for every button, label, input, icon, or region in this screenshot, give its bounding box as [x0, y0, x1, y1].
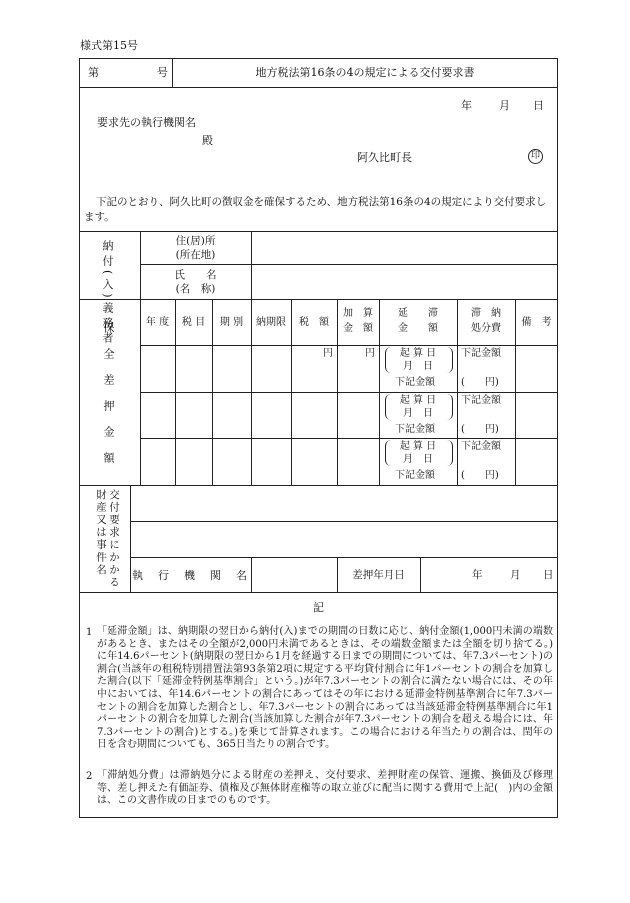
col-due-date: 納期限: [256, 317, 286, 328]
col-period: 期 別: [219, 317, 244, 328]
amount-side-label: 保全差押金額: [102, 322, 115, 478]
col-year: 年 度: [145, 317, 170, 328]
col-remarks: 備 考: [521, 317, 552, 328]
header-go: 号: [157, 66, 168, 79]
col-fee-2: 処分費: [471, 323, 501, 334]
property-side-label: 交付要求にかかる財産又は事件名: [95, 489, 120, 589]
calc-month-day: 月 日: [403, 361, 433, 372]
calc-amount-note: 下記金額: [395, 377, 435, 388]
fee-yen-paren: ( 円): [461, 470, 499, 481]
form-number: 様式第15号: [80, 39, 138, 52]
calc-start-label: 起 算 日: [399, 348, 437, 359]
fee-amount-note: 下記金額: [461, 441, 501, 452]
name-label: 氏 名: [174, 269, 217, 281]
header-dai: 第: [88, 66, 99, 79]
note-1-text: 「延滞金額」は、納期限の翌日から納付(入)までの期間の日数に応じ、納付金額(1,000円未満の端数があるとき、またはその全額が2,000円未満であるときは、その端数金額または全額を切り捨てる。)に年14.6パーセント(納期限の翌日から1月を経過する日までの期間については、年7.3パーセント)の割合(当該年の租税特別措置法第93条第2項に規定する平均貸付割合に年1パーセントの割合を加算した割合(以下「延滞金特例基準割合」という。)が年7.3パーセントの割合に満たない場合には、その年中においては、年14.6パーセントの割合にあってはその年における延滞金特例基準割合に年7.3パーセントの割合を加算した割合とし、年7.3パーセントの割合にあっては当該延滞金特例基準割合に年1パーセントの割合を加算した割合(当該加算した割合が年7.3パーセントの割合を超える場合には、年7.3パーセントの割合)とする。)を乗じて計算されます。この場合における年当たりの割合は、閏年の日を含む期間についても、365日当たりの割合です。: [97, 626, 553, 751]
col-additional-1: 加 算: [343, 308, 373, 319]
fee-yen-paren: ( 円): [461, 424, 499, 435]
taxpayer-side-label: 納付(入)義務者: [101, 240, 114, 347]
agency-label: 執 行 機 関 名: [132, 569, 249, 582]
calc-month-day: 月 日: [403, 408, 433, 419]
date-month: 月: [499, 99, 510, 112]
name-input[interactable]: [252, 265, 557, 298]
unit-yen-tax: 円: [323, 348, 333, 359]
property-input-2[interactable]: [131, 522, 557, 556]
col-fee-1: 滞 納: [471, 308, 501, 319]
calc-start-label: 起 算 日: [399, 441, 437, 452]
property-input-1[interactable]: [131, 486, 557, 520]
col-tax-amount: 税 額: [299, 317, 329, 328]
col-tax-item: 税 目: [181, 317, 206, 328]
sender-name: 阿久比町長: [357, 151, 412, 164]
seizure-month: 月: [510, 569, 521, 581]
intro-paragraph: 下記のとおり、阿久比町の徴収金を確保するため、地方税法第16条の4の規定により交付要求します。: [84, 196, 547, 223]
seizure-day: 日: [543, 569, 554, 581]
seizure-date-label: 差押年月日: [352, 569, 405, 581]
date-year: 年: [461, 99, 472, 112]
col-additional-2: 金 額: [343, 323, 373, 334]
calc-amount-note: 下記金額: [395, 424, 435, 435]
document-title: 地方税法第16条の4の規定による交付要求書: [255, 66, 475, 79]
note-1-number: 1: [86, 627, 93, 638]
note-2-text: 「滞納処分費」は滞納処分による財産の差押え、交付要求、差押財産の保管、運搬、換価及び修理等、差し押えた有価証券、債権及び無体財産権等の取立並びに配当に関する費用で上記( )内の金額は、この文書作成の日までのものです。: [97, 770, 553, 807]
calc-start-label: 起 算 日: [399, 395, 437, 406]
notes-heading: 記: [313, 601, 324, 614]
address-label: 住(居)所: [175, 235, 216, 247]
col-delinquency-1: 延 滞: [398, 308, 438, 319]
fee-yen-paren: ( 円): [461, 377, 499, 388]
addressee-label: 要求先の執行機関名: [97, 116, 196, 129]
note-2-number: 2: [86, 771, 93, 782]
calc-month-day: 月 日: [403, 454, 433, 465]
name-sub: (名 称): [175, 283, 216, 295]
seizure-year: 年: [472, 569, 483, 581]
unit-yen-add: 円: [365, 348, 375, 359]
date-day: 日: [533, 99, 544, 112]
col-delinquency-2: 金 額: [398, 323, 438, 334]
fee-amount-note: 下記金額: [461, 348, 501, 359]
fee-amount-note: 下記金額: [461, 395, 501, 406]
addressee-honorific: 殿: [202, 134, 213, 147]
address-sub: (所在地): [175, 249, 216, 261]
seal-mark: 印: [528, 149, 543, 164]
calc-amount-note: 下記金額: [395, 470, 435, 481]
address-input[interactable]: [252, 232, 557, 263]
